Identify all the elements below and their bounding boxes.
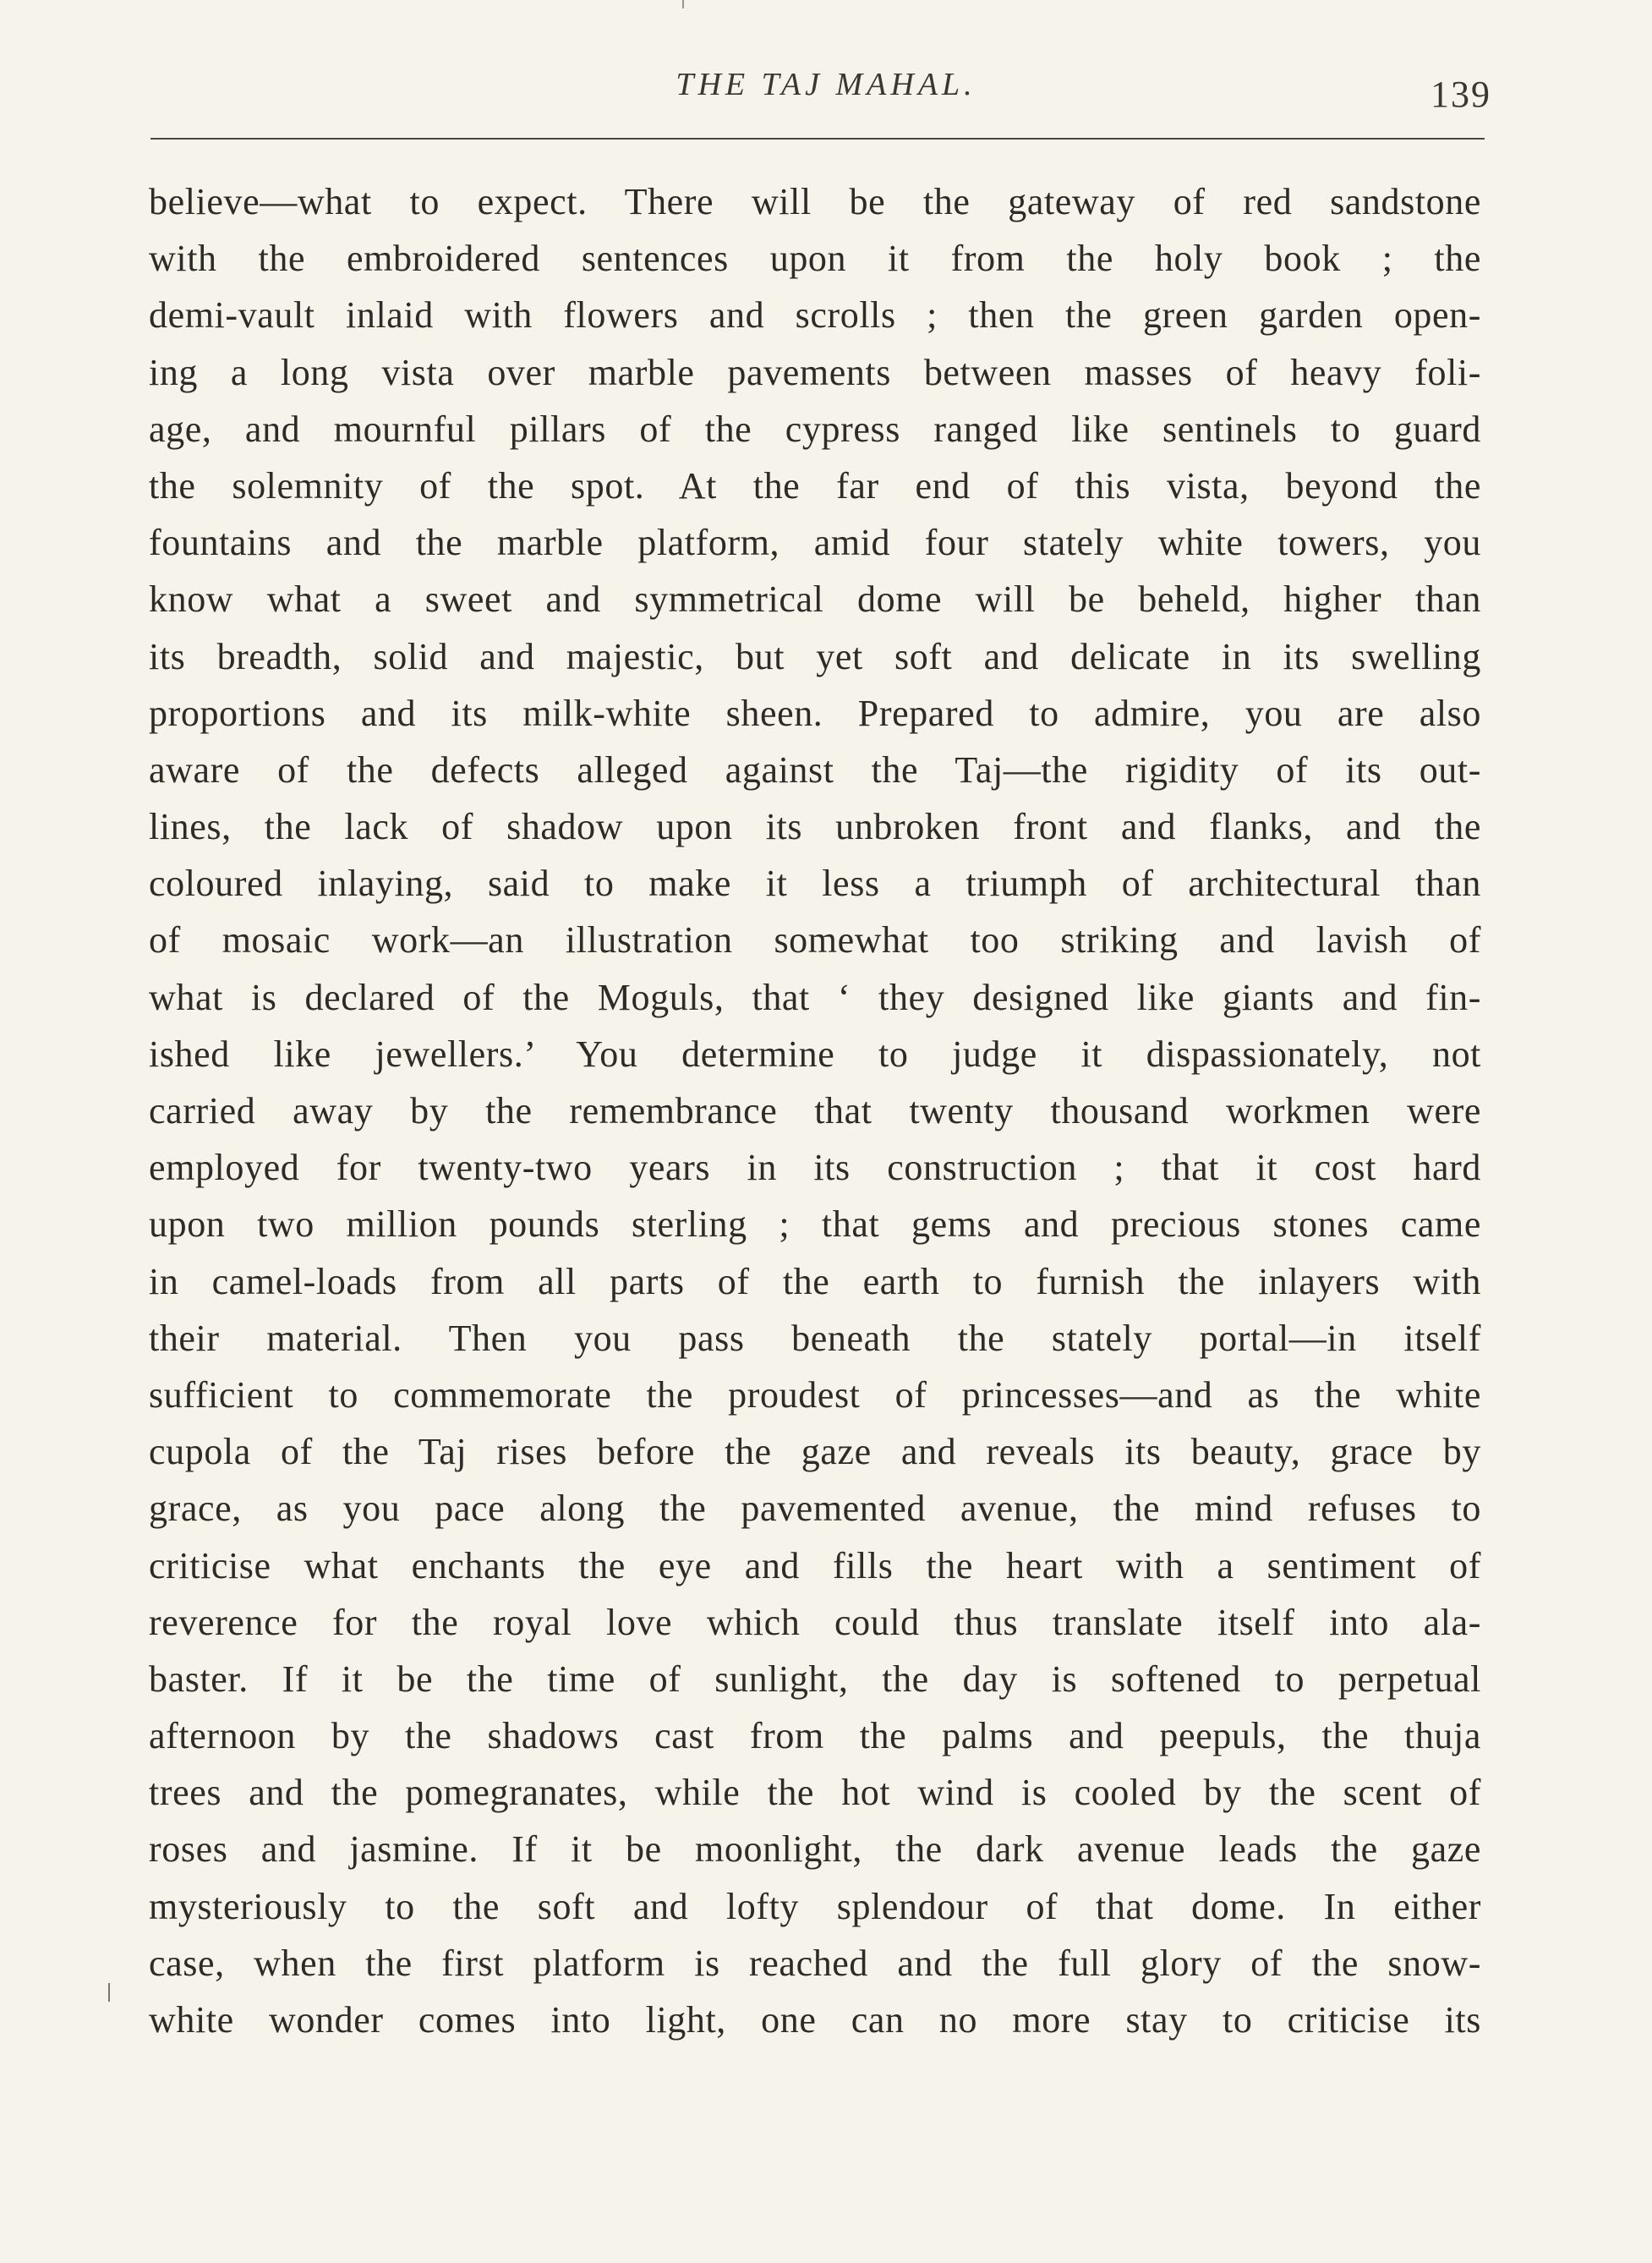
- text-line: ished like jewellers.’ You determine to judge it dispassionately, not: [149, 1033, 1481, 1075]
- page-number: 139: [1430, 74, 1491, 115]
- text-line: lines, the lack of shadow upon its unbroken front and flanks, and the: [149, 806, 1481, 848]
- text-line: grace, as you pace along the pavemented avenue, the mind refuses to: [149, 1488, 1481, 1530]
- text-line: the solemnity of the spot. At the far end of this vista, beyond the: [149, 464, 1481, 507]
- text-line: know what a sweet and symmetrical dome will be beheld, higher than: [149, 578, 1481, 621]
- margin-mark: [108, 1983, 110, 2002]
- text-line: case, when the first platform is reached and the full glory of the snow-: [149, 1942, 1481, 1984]
- header-rule: [150, 138, 1485, 140]
- text-line: aware of the defects alleged against the Taj—the rigidity of its out-: [149, 748, 1481, 791]
- text-line: believe—what to expect. There will be the gateway of red sandstone: [149, 181, 1481, 222]
- body-text: [149, 173, 1481, 2048]
- text-line: their material. Then you pass beneath the stately portal—in itself: [149, 1317, 1481, 1359]
- text-line: of mosaic work—an illustration somewhat too striking and lavish of: [149, 919, 1481, 962]
- text-line: coloured inlaying, said to make it less a triumph of architectural than: [149, 863, 1481, 905]
- text-line: fountains and the marble platform, amid four stately white towers, you: [149, 522, 1481, 564]
- text-line: trees and the pomegranates, while the hot wind is cooled by the scent of: [149, 1772, 1481, 1814]
- text-line: roses and jasmine. If it be moonlight, the dark avenue leads the gaze: [149, 1828, 1481, 1871]
- text-line: carried away by the remembrance that twenty thousand workmen were: [149, 1090, 1481, 1132]
- text-line: reverence for the royal love which could thus translate itself into ala-: [149, 1601, 1481, 1643]
- running-head: [0, 66, 1652, 117]
- text-line: employed for twenty-two years in its construction ; that it cost hard: [149, 1147, 1481, 1189]
- scan-mark: [682, 0, 684, 8]
- text-line: white wonder comes into light, one can no more stay to criticise its: [149, 1999, 1481, 2041]
- text-line: ing a long vista over marble pavements between masses of heavy foli-: [149, 351, 1481, 393]
- text-line: in camel-loads from all parts of the earth to furnish the inlayers with: [149, 1260, 1481, 1302]
- text-line: afternoon by the shadows cast from the palms and peepuls, the thuja: [149, 1715, 1481, 1757]
- text-line: age, and mournful pillars of the cypress ranged like sentinels to guard: [149, 408, 1481, 450]
- text-line: criticise what enchants the eye and fills the heart with a sentiment of: [149, 1544, 1481, 1586]
- text-line: its breadth, solid and majestic, but yet soft and delicate in its swelling: [149, 635, 1481, 677]
- text-line: mysteriously to the soft and lofty splendour of that dome. In either: [149, 1885, 1481, 1927]
- text-line: proportions and its milk-white sheen. Prepared to admire, you are also: [149, 692, 1481, 734]
- text-line: with the embroidered sentences upon it from the holy book ; the: [149, 238, 1481, 280]
- text-line: sufficient to commemorate the proudest of princesses—and as the white: [149, 1373, 1481, 1416]
- text-line: cupola of the Taj rises before the gaze and reveals its beauty, grace by: [149, 1431, 1481, 1473]
- text-line: what is declared of the Moguls, that ‘ they designed like giants and fin-: [149, 976, 1481, 1018]
- text-line: demi-vault inlaid with flowers and scrolls ; then the green garden open-: [149, 294, 1481, 337]
- text-line: baster. If it be the time of sunlight, the day is softened to perpetual: [149, 1658, 1481, 1700]
- running-title: THE TAJ MAHAL.: [676, 67, 976, 102]
- text-line: upon two million pounds sterling ; that gems and precious stones came: [149, 1203, 1481, 1246]
